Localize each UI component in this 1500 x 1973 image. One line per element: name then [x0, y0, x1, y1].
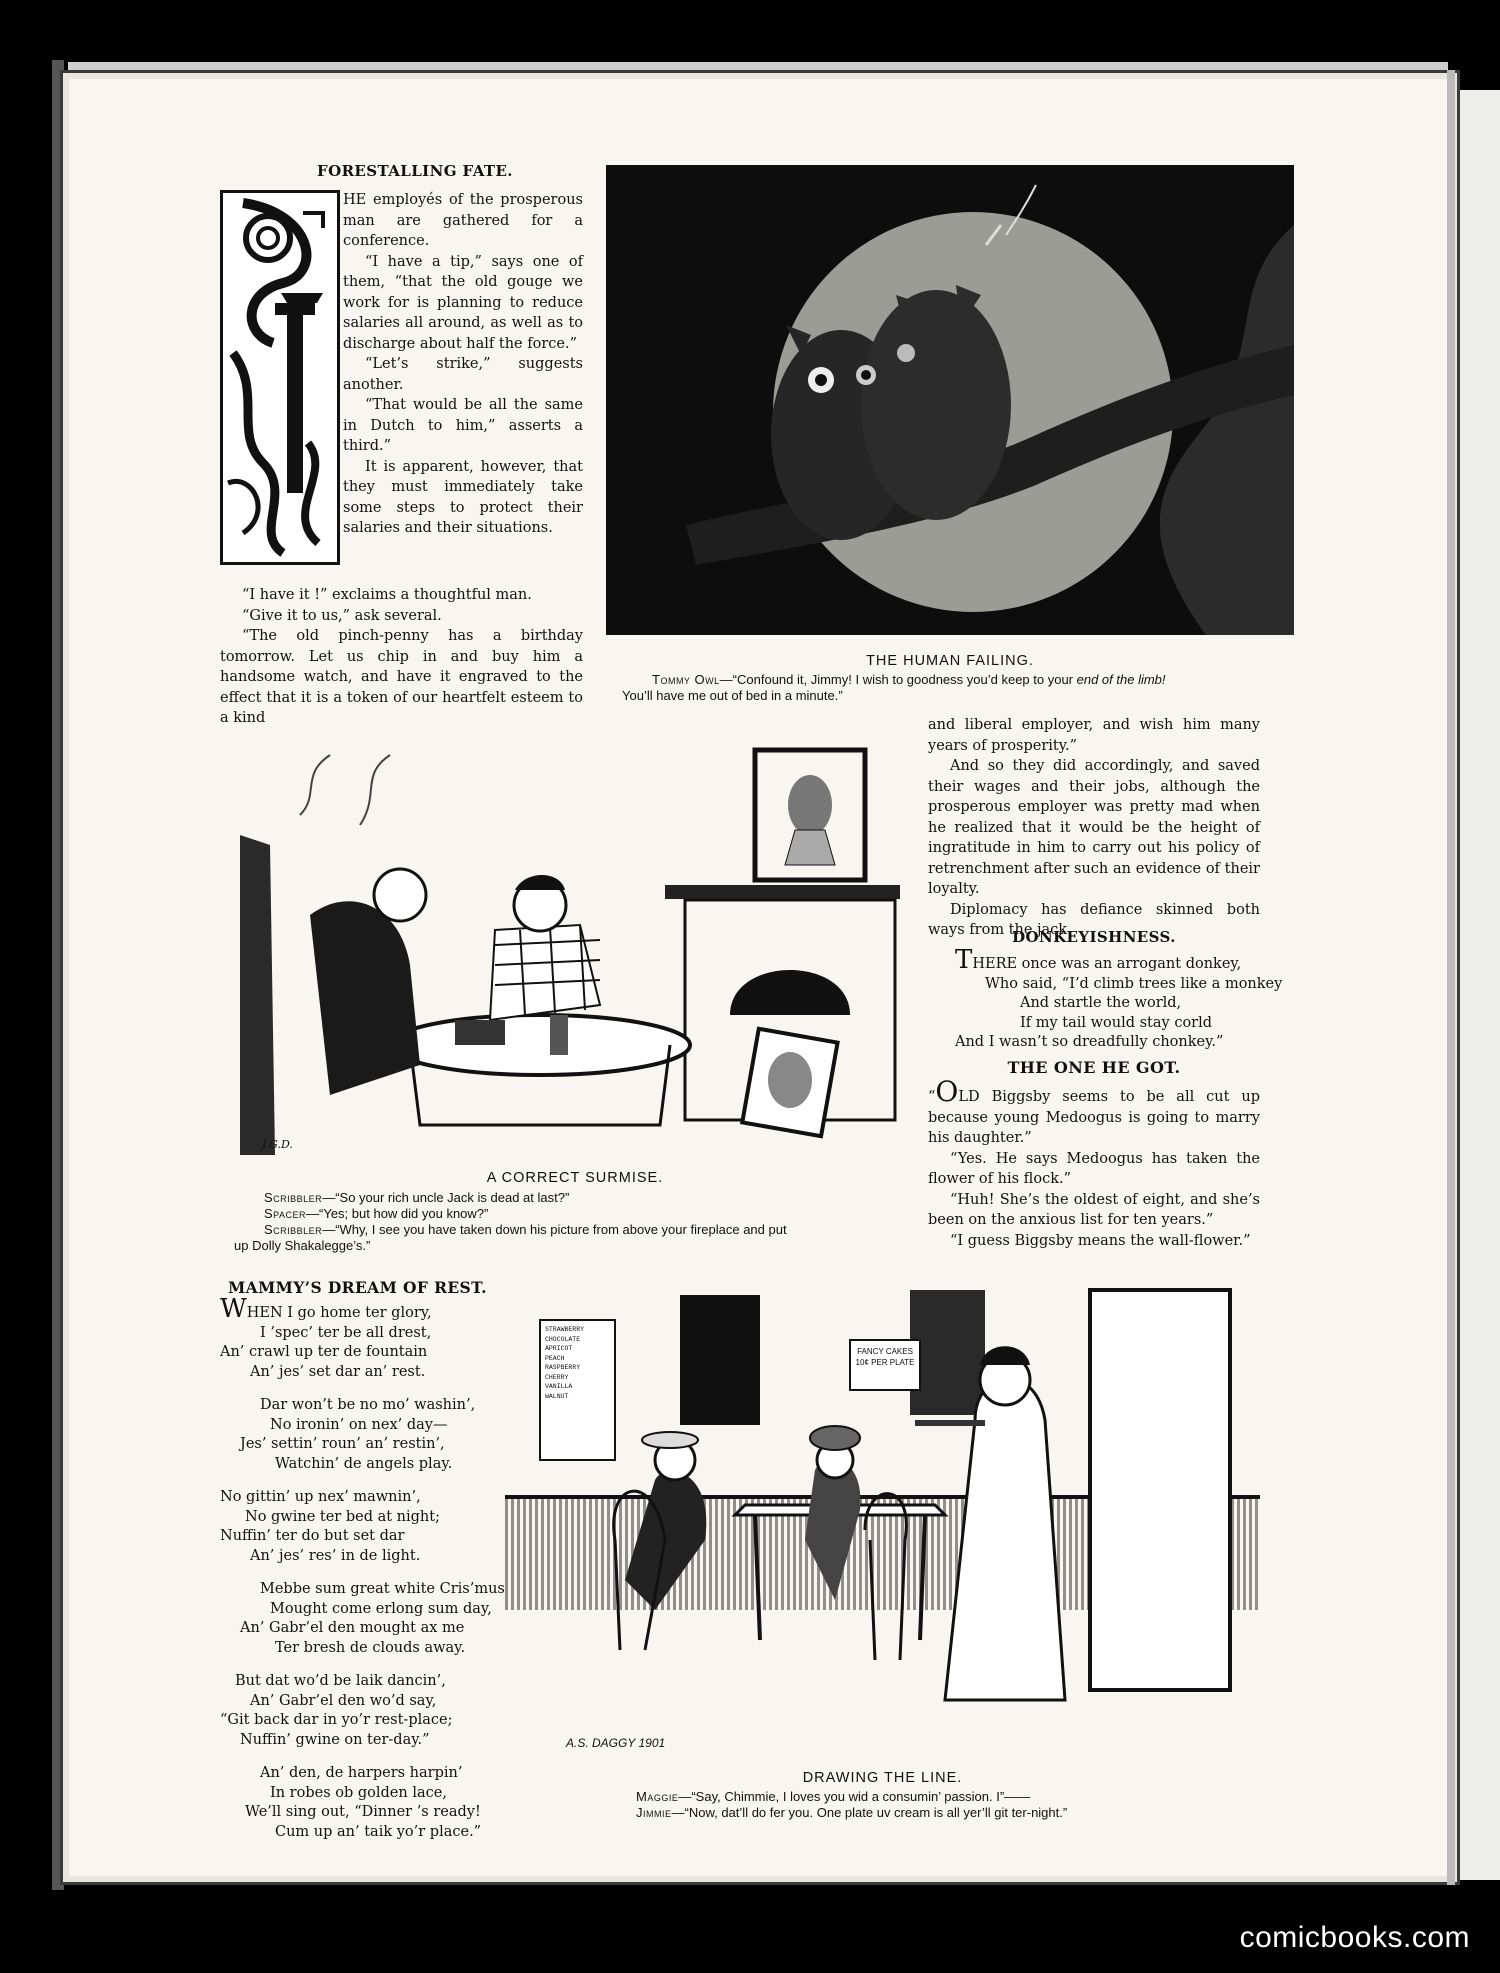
poem-text: I ’spec’ ter be all drest,: [260, 1324, 432, 1341]
menu-item: VANILLA: [545, 1383, 573, 1390]
poem-line: [220, 1324, 500, 1344]
menu-item: CHOCOLATE: [545, 1335, 581, 1343]
dropcap: T: [955, 945, 973, 975]
poem-line: [220, 1619, 500, 1639]
poem-text: No gwine ter bed at night;: [245, 1508, 440, 1525]
poem-text: HERE once was an arrogant donkey,: [972, 956, 1242, 972]
poem-text: Watchin’ de angels play.: [275, 1455, 453, 1472]
poem-text: Nuffin’ ter do but set dar: [220, 1528, 405, 1544]
poem-line: [220, 1803, 500, 1823]
poem-line: [220, 1600, 500, 1620]
poem-line: [220, 1416, 500, 1436]
poem-stanza: [220, 1488, 500, 1566]
caption-line: [234, 1222, 914, 1238]
menu-item: APRICOT: [545, 1345, 573, 1352]
poem-line: [220, 1294, 500, 1324]
poem-line: [220, 1488, 500, 1508]
forestalling-column-2: [928, 715, 1260, 941]
dialogue: —“Say, Chimmie, I loves you wid a consumin’ passion. I”——: [678, 1789, 1031, 1804]
speaker-name: Jimmie: [636, 1805, 672, 1820]
page-gutter: [1447, 70, 1455, 1885]
paragraph: “Huh! She’s the oldest of eight, and she’s been on the anxious list for ten years.”: [928, 1191, 1260, 1228]
poem-text: Ter bresh de clouds away.: [275, 1639, 466, 1656]
correct-surmise-illustration: [240, 735, 910, 1155]
paragraph: “That would be all the same in Dutch to him,” asserts a third.”: [343, 397, 583, 454]
article-title-donkeyishness: DONKEYISHNESS.: [1012, 928, 1176, 946]
paragraph: [928, 1075, 1260, 1149]
poem-line: [220, 1711, 500, 1731]
dialogue: —“Yes; but how did you know?”: [306, 1206, 489, 1221]
paragraph: “The old pinch-penny has a birthday tomorrow. Let us chip in and buy him a handsome watch, and have it engraved to the effect that it is a token of our heartfelt esteem to a kind: [220, 628, 583, 726]
poem-text: An’ Gabr’el den wo’d say,: [250, 1692, 437, 1709]
menu-item: STRAWBERRY: [545, 1326, 585, 1333]
site-watermark: comicbooks.com: [1239, 1921, 1470, 1954]
paragraph: “I guess Biggsby means the wall-flower.”: [950, 1232, 1251, 1249]
poem-line: [220, 1508, 500, 1528]
menu-lines: [545, 1325, 610, 1401]
paragraph: Diplomacy has defiance skinned both ways from the jack.: [928, 901, 1260, 938]
poem-text: Mebbe sum great white Cris’mus: [260, 1581, 505, 1597]
caption-line: [622, 672, 1302, 688]
paragraph: “I have a tip,” says one of them, “that the old gouge we work for is planning to reduce salaries all around, as well as to discharge about half the force.”: [343, 253, 583, 352]
poem-text: An’ jes’ res’ in de light.: [250, 1547, 421, 1564]
caption-correct-surmise: [234, 1190, 914, 1254]
dialogue: —“Why, I see you have taken down his picture from above your fireplace and put: [322, 1222, 787, 1237]
poem-line: [220, 1580, 505, 1600]
poem-text: An’ jes’ set dar an’ rest.: [250, 1363, 426, 1380]
poem-line: [220, 1435, 500, 1455]
dialogue-emphasis: end of the limb!: [1076, 672, 1166, 687]
dropcap: O: [935, 1075, 959, 1108]
poem-stanza: [220, 1764, 500, 1842]
poem-text: An’ crawl up ter de fountain: [220, 1344, 428, 1360]
donkey-poem: [955, 945, 1283, 1053]
paragraph: “Let’s strike,” suggests another.: [343, 356, 583, 393]
paragraph: It is apparent, however, that they must immediately take some steps to protect their salaries and their situations.: [343, 458, 583, 536]
speaker-name: Spacer: [264, 1206, 307, 1221]
paragraph: And so they did accordingly, and saved their wages and their jobs, although the prosperous employer was pretty mad when he realized that it would be the height of ingratitude in him to carry out his policy of retrenchment after such an evidence of their loyalty.: [928, 758, 1260, 897]
poem-text: An’ Gabr’el den mought ax me: [240, 1620, 465, 1636]
ornamental-dropcap: [220, 190, 340, 565]
poem-line: [220, 1639, 500, 1659]
caption-title-correct-surmise: A CORRECT SURMISE.: [486, 1170, 664, 1186]
poem-text: Nuffin’ gwine on ter-day.”: [240, 1731, 430, 1748]
artist-signature-daggy: A.S. DAGGY 1901: [566, 1736, 666, 1750]
poem-text: No gittin’ up nex’ mawnin’,: [220, 1489, 421, 1505]
caption-line: You’ll have me out of bed in a minute.”: [622, 688, 843, 703]
poem-line: If my tail would stay corld: [1020, 1014, 1213, 1031]
poem-text: An’ den, de harpers harpin’: [260, 1765, 463, 1781]
poem-text: Jes’ settin’ roun’ an’ restin’,: [240, 1436, 445, 1452]
forestalling-column-1-lower: [220, 585, 583, 729]
poem-stanza: [220, 1580, 505, 1658]
caption-line: [636, 1805, 1276, 1821]
poem-text: “Git back dar in yo’r rest-place;: [220, 1712, 453, 1728]
poem-line: [220, 1731, 500, 1751]
dialogue: —“So your rich uncle Jack is dead at last?”: [322, 1190, 570, 1205]
poem-line: Who said, “I’d climb trees like a monkey: [985, 975, 1283, 992]
menu-item: PEACH: [545, 1354, 565, 1362]
dialogue: —“Now, dat’ll do fer you. One plate uv cream is all yer’ll git ter-night.”: [671, 1805, 1068, 1820]
poem-line: [220, 1363, 500, 1383]
poem-line: [220, 1396, 500, 1416]
caption-title-drawing-the-line: DRAWING THE LINE.: [802, 1770, 963, 1786]
poem-line: And startle the world,: [1020, 995, 1182, 1011]
poem-text: No ironin’ on nex’ day—: [270, 1416, 448, 1433]
owls-on-branch-icon: [606, 165, 1294, 635]
poem-stanza: [220, 1294, 500, 1382]
poem-text: In robes ob golden lace,: [270, 1784, 447, 1801]
poem-line: [220, 1764, 500, 1784]
speaker-name: Tommy Owl: [652, 672, 720, 687]
paragraph: “Yes. He says Medoogus has taken the flower of his flock.”: [928, 1150, 1260, 1187]
fancy-cakes-sign: FANCY CAKES 10¢ PER PLATE: [855, 1347, 915, 1367]
poem-line: [220, 1527, 500, 1547]
poem-line: [220, 1823, 500, 1843]
paragraph: “Give it to us,” ask several.: [242, 607, 442, 624]
poem-text: Mought come erlong sum day,: [270, 1600, 492, 1617]
poem-text: Dar won’t be no mo’ washin’,: [260, 1397, 476, 1413]
article-title-forestalling-fate: FORESTALLING FATE.: [317, 162, 513, 180]
poem-text: Cum up an’ taik yo’r place.”: [275, 1823, 482, 1840]
poem-line: [220, 1692, 500, 1712]
open-quote: “: [928, 1089, 936, 1105]
poem-line: And I wasn’t so dreadfully chonkey.”: [955, 1034, 1224, 1050]
menu-item: WALNUT: [545, 1392, 569, 1400]
caption-line: up Dolly Shakalegge’s.”: [234, 1238, 371, 1253]
paragraph: HE employés of the prosperous man are gathered for a conference.: [343, 192, 583, 249]
menu-item: CHERRY: [545, 1373, 569, 1381]
caption-line: [234, 1190, 914, 1206]
menu-board: [545, 1325, 610, 1401]
forestalling-column-1: [343, 190, 583, 539]
poem-text: HEN I go home ter glory,: [246, 1305, 432, 1321]
poem-stanza: [220, 1396, 500, 1474]
poem-text: We’ll sing out, “Dinner ’s ready!: [245, 1804, 481, 1820]
dialogue: —“Confound it, Jimmy! I wish to goodness you’d keep to your: [719, 672, 1077, 687]
poem-stanza: [220, 1672, 500, 1750]
two-men-at-table-icon: [240, 735, 910, 1155]
paragraph: “I have it !” exclaims a thoughtful man.: [242, 587, 532, 603]
poem-title-mammy: MAMMY’S DREAM OF REST.: [228, 1278, 487, 1297]
next-page-edge: [1458, 90, 1500, 1880]
poem-line: [220, 1547, 500, 1567]
drawing-the-line-illustration: [505, 1280, 1260, 1770]
mammy-poem: [220, 1294, 505, 1856]
poem-line: [220, 1343, 500, 1363]
caption-drawing-the-line: [636, 1789, 1276, 1821]
one-he-got-text: [928, 1075, 1260, 1251]
paragraph-text: LD Biggsby seems to be all cut up because young Medoogus is going to marry his daughter.”: [928, 1089, 1260, 1146]
speaker-name: Scribbler: [264, 1190, 323, 1205]
menu-item: RASPBERRY: [545, 1364, 581, 1371]
article-title-one-he-got: THE ONE HE GOT.: [1007, 1058, 1181, 1077]
serpent-ornament-icon: [223, 193, 337, 562]
caption-line: [636, 1789, 1276, 1805]
dropcap: W: [220, 1294, 247, 1324]
poem-text: But dat wo’d be laik dancin’,: [235, 1673, 446, 1689]
speaker-name: Maggie: [636, 1789, 679, 1804]
owl-illustration: [606, 165, 1294, 635]
caption-line: [234, 1206, 914, 1222]
artist-signature-jgd: J.G.D.: [262, 1138, 293, 1151]
poem-line: [220, 1784, 500, 1804]
poem-line: [220, 1672, 500, 1692]
caption-title-human-failing: THE HUMAN FAILING.: [866, 653, 1034, 669]
paragraph: and liberal employer, and wish him many years of prosperity.”: [928, 717, 1260, 754]
speaker-name: Scribbler: [264, 1222, 323, 1237]
poem-line: [220, 1455, 500, 1475]
caption-human-failing: [622, 672, 1302, 704]
poem-line: [955, 945, 1265, 975]
